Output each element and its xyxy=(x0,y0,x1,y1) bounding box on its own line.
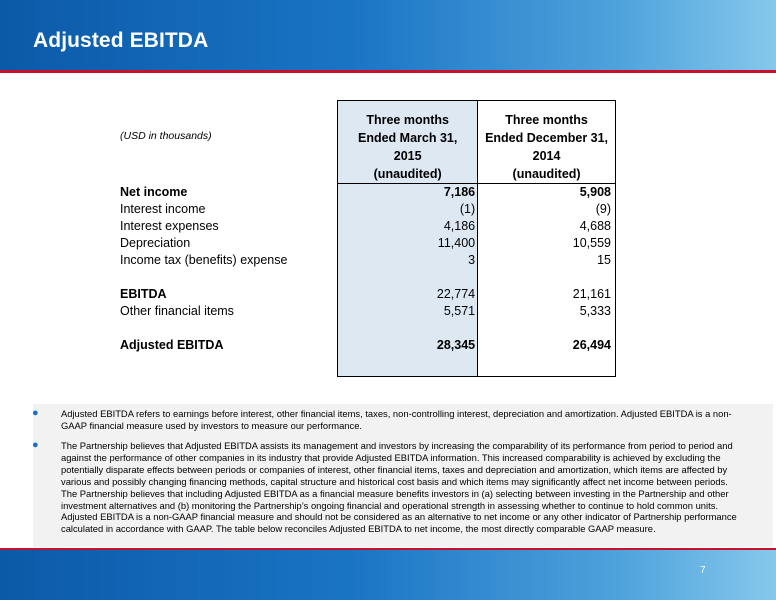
table-spacer-row xyxy=(116,320,616,337)
row-value-2014: (9) xyxy=(478,201,616,218)
col2-header-line: (unaudited) xyxy=(512,167,581,181)
row-value-2015: 7,186 xyxy=(338,184,478,201)
col1-header-line: Ended March 31, xyxy=(358,131,458,145)
table-row xyxy=(116,303,616,320)
row-value-2015: 22,774 xyxy=(338,286,478,303)
page-title: Adjusted EBITDA xyxy=(33,29,209,52)
row-value-2014: 26,494 xyxy=(478,337,616,354)
bullet-icon: ● xyxy=(32,439,39,451)
page-number: 7 xyxy=(700,565,706,576)
row-value-2014: 5,333 xyxy=(478,303,616,320)
row-label: Income tax (benefits) expense xyxy=(120,253,288,267)
bullet-icon: ● xyxy=(32,407,39,419)
col2-header-line: Three months xyxy=(505,113,588,127)
table-row xyxy=(116,337,616,354)
row-label: Net income xyxy=(120,185,188,199)
note-text: The Partnership believes that Adjusted EBITDA assists its management and investors by increasing the comparability of its performance from period to period and against the performance of other companies in its industry that provide Adjusted EBITDA information. This increased comparability is achieved by excluding the potentially disparate effects between periods or companies of interest, other financial items, taxes and depreciation and amortization, which items are affected by various and possibly changing financing methods, capital structure and historical cost basis and which items may significantly affect net income between periods. The Partnership believes that including Adjusted EBITDA as a financial measure benefits investors in (a) selecting between investing in the Partnership and other investment alternatives and (b) monitoring the Partnership’s ongoing financial and operational strength in assessing whether to continue to hold common units. Adjusted EBITDA is a non-GAAP financial measure and should not be considered as an alternative to net income or any other indicator of Partnership performance calculated in accordance with GAAP. The table below reconciles Adjusted EBITDA to net income, the most directly comparable GAAP measure. xyxy=(61,440,737,535)
table-row xyxy=(116,184,616,201)
column-header-q1-2015 xyxy=(338,101,478,185)
row-value-2015: 11,400 xyxy=(338,235,478,252)
column-header-q4-2014 xyxy=(478,101,616,185)
row-label: Other financial items xyxy=(120,304,234,318)
row-value-2015: 5,571 xyxy=(338,303,478,320)
note-item xyxy=(33,440,743,535)
col1-header-line: 2015 xyxy=(393,149,422,163)
table-spacer-row xyxy=(116,354,616,376)
row-value-2014: 15 xyxy=(478,252,616,269)
header-divider xyxy=(0,70,776,73)
table-row xyxy=(116,218,616,235)
footer-banner xyxy=(0,550,776,600)
row-label: EBITDA xyxy=(120,287,167,301)
row-value-2015: (1) xyxy=(338,201,478,218)
header-banner xyxy=(0,0,776,70)
col2-header-line: 2014 xyxy=(532,149,561,163)
row-label: Interest expenses xyxy=(120,219,219,233)
table-row xyxy=(116,286,616,303)
table-spacer-row xyxy=(116,269,616,286)
row-label: Interest income xyxy=(120,202,206,216)
row-value-2015: 3 xyxy=(338,252,478,269)
row-label: Depreciation xyxy=(120,236,191,250)
units-label: (USD in thousands) xyxy=(120,129,212,142)
ebitda-table xyxy=(116,100,616,377)
row-value-2014: 5,908 xyxy=(478,184,616,201)
table-row xyxy=(116,235,616,252)
row-value-2015: 28,345 xyxy=(338,337,478,354)
note-text: Adjusted EBITDA refers to earnings before interest, other financial items, taxes, non-controlling interest, depreciation and amortization. Adjusted EBITDA is a non-GAAP financial measure used by investors to measure our performance. xyxy=(61,408,732,431)
row-value-2015: 4,186 xyxy=(338,218,478,235)
table-header-row xyxy=(116,101,616,185)
col2-header-line: Ended December 31, xyxy=(485,131,609,145)
row-value-2014: 10,559 xyxy=(478,235,616,252)
row-label: Adjusted EBITDA xyxy=(120,338,224,352)
table-row xyxy=(116,201,616,218)
notes-panel xyxy=(33,404,773,547)
note-item xyxy=(33,408,743,432)
col1-header-line: (unaudited) xyxy=(373,167,442,181)
row-value-2014: 21,161 xyxy=(478,286,616,303)
col1-header-line: Three months xyxy=(366,113,449,127)
table-row xyxy=(116,252,616,269)
row-value-2014: 4,688 xyxy=(478,218,616,235)
